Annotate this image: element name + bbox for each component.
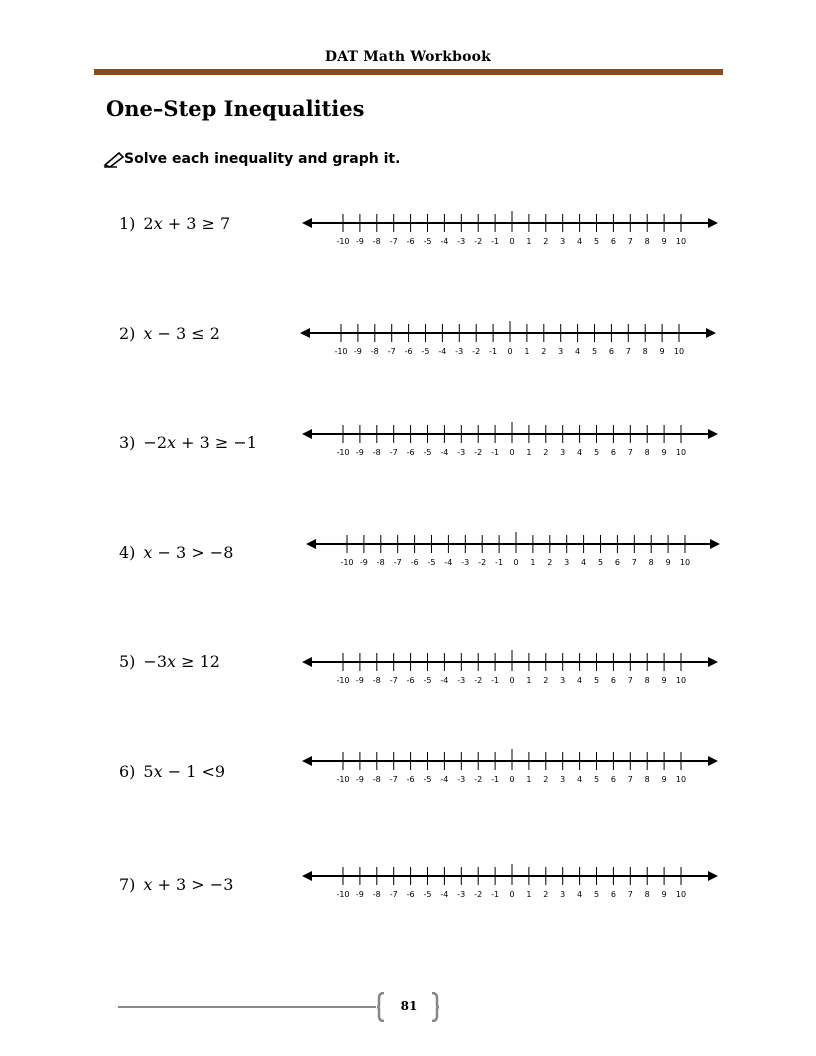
tick-label: 5 xyxy=(593,890,600,899)
tick-label: 7 xyxy=(627,775,633,784)
arrow-right-icon xyxy=(708,871,718,881)
tick-label: 5 xyxy=(591,347,598,356)
problem-number: 4) xyxy=(119,543,136,562)
tick-label: 8 xyxy=(644,448,650,457)
tick-label: 8 xyxy=(644,237,650,246)
tick-label: 4 xyxy=(577,890,583,899)
tick-label: -4 xyxy=(438,347,447,356)
tick-label: -3 xyxy=(461,558,470,567)
tick-label: 2 xyxy=(543,890,549,899)
tick-label: -5 xyxy=(427,558,436,567)
tick-label: -2 xyxy=(472,347,481,356)
tick-label: 4 xyxy=(577,237,583,246)
tick-label: -2 xyxy=(474,676,483,685)
footer-bracket-right xyxy=(430,992,440,1022)
tick-label: 1 xyxy=(530,558,536,567)
tick-label: -6 xyxy=(406,775,415,784)
arrow-left-icon xyxy=(302,871,312,881)
tick-label: -5 xyxy=(423,448,432,457)
tick-label: -4 xyxy=(440,775,449,784)
tick-label: -7 xyxy=(393,558,402,567)
tick-label: 5 xyxy=(593,676,600,685)
tick-label: 1 xyxy=(524,347,530,356)
tick-label: 7 xyxy=(627,676,633,685)
arrow-left-icon xyxy=(302,429,312,439)
tick-label: -4 xyxy=(440,448,449,457)
problem-expression: 𝑥 + 3 > −3 xyxy=(143,875,234,894)
tick-label: 7 xyxy=(627,237,633,246)
tick-label: -5 xyxy=(421,347,430,356)
tick-label: -6 xyxy=(406,890,415,899)
tick-label: -9 xyxy=(355,448,364,457)
arrow-right-icon xyxy=(706,328,716,338)
problem-expression: −2𝑥 + 3 ≥ −1 xyxy=(143,433,257,452)
tick-label: 3 xyxy=(560,237,566,246)
tick-label: -10 xyxy=(334,347,348,356)
tick-label: 2 xyxy=(547,558,553,567)
tick-label: 8 xyxy=(644,775,650,784)
tick-label: 0 xyxy=(509,237,515,246)
tick-label: 4 xyxy=(581,558,587,567)
number-line-4[interactable] xyxy=(304,529,722,571)
tick-label: 3 xyxy=(560,890,566,899)
tick-label: 9 xyxy=(661,890,667,899)
tick-label: -1 xyxy=(495,558,504,567)
tick-label: 3 xyxy=(560,448,566,457)
tick-label: 2 xyxy=(543,676,549,685)
tick-label: -5 xyxy=(423,676,432,685)
tick-label: 6 xyxy=(608,347,614,356)
section-title: One–Step Inequalities xyxy=(106,96,365,121)
problem-expression: 𝑥 − 3 > −8 xyxy=(143,543,234,562)
tick-label: -9 xyxy=(355,775,364,784)
header-rule xyxy=(94,69,723,75)
tick-label: 1 xyxy=(526,890,532,899)
tick-label: -8 xyxy=(372,775,381,784)
problem-6 xyxy=(119,762,225,781)
tick-label: -4 xyxy=(440,676,449,685)
arrow-left-icon xyxy=(306,539,316,549)
problem-expression: −3𝑥 ≥ 12 xyxy=(143,652,220,671)
problem-1 xyxy=(119,214,230,233)
tick-label: -10 xyxy=(336,676,350,685)
tick-label: -7 xyxy=(389,448,398,457)
tick-label: -1 xyxy=(491,448,500,457)
tick-label: 4 xyxy=(577,775,583,784)
tick-label: 8 xyxy=(644,890,650,899)
tick-label: -2 xyxy=(474,775,483,784)
tick-label: 8 xyxy=(642,347,648,356)
tick-label: -3 xyxy=(457,890,466,899)
footer-rule-left xyxy=(118,1006,376,1008)
tick-label: -6 xyxy=(406,676,415,685)
tick-label: 10 xyxy=(675,237,687,246)
number-line-6[interactable] xyxy=(300,746,720,788)
tick-label: 7 xyxy=(627,890,633,899)
arrow-left-icon xyxy=(300,328,310,338)
tick-label: -3 xyxy=(457,237,466,246)
tick-label: 1 xyxy=(526,775,532,784)
tick-label: 3 xyxy=(560,775,566,784)
number-line-5[interactable] xyxy=(300,647,720,689)
problem-number: 5) xyxy=(119,652,136,671)
tick-label: 0 xyxy=(509,890,515,899)
tick-label: 7 xyxy=(625,347,631,356)
tick-label: 6 xyxy=(610,448,616,457)
problem-number: 7) xyxy=(119,875,136,894)
tick-label: 3 xyxy=(564,558,570,567)
tick-label: 10 xyxy=(675,890,687,899)
problem-expression: 5𝑥 − 1 <9 xyxy=(143,762,226,781)
tick-label: 2 xyxy=(543,448,549,457)
tick-label: -5 xyxy=(423,890,432,899)
instruction-text: Solve each inequality and graph it. xyxy=(124,151,401,167)
tick-label: -7 xyxy=(389,676,398,685)
tick-label: -7 xyxy=(387,347,396,356)
tick-label: -1 xyxy=(491,890,500,899)
tick-label: 7 xyxy=(631,558,637,567)
tick-label: 5 xyxy=(593,237,600,246)
tick-label: -3 xyxy=(455,347,464,356)
tick-label: -2 xyxy=(474,890,483,899)
tick-label: 4 xyxy=(575,347,581,356)
tick-label: 3 xyxy=(558,347,564,356)
tick-label: 1 xyxy=(526,676,532,685)
problem-number: 2) xyxy=(119,324,136,343)
tick-label: -10 xyxy=(336,237,350,246)
tick-label: 4 xyxy=(577,676,583,685)
tick-label: -7 xyxy=(389,775,398,784)
problem-expression: 𝑥 − 3 ≤ 2 xyxy=(143,324,220,343)
tick-label: -6 xyxy=(404,347,413,356)
tick-label: 0 xyxy=(509,676,515,685)
number-line-1[interactable] xyxy=(300,208,720,250)
tick-label: 9 xyxy=(661,237,667,246)
tick-label: 10 xyxy=(679,558,691,567)
page-number: 81 xyxy=(400,999,418,1013)
tick-label: 6 xyxy=(610,775,616,784)
tick-label: 3 xyxy=(560,676,566,685)
tick-label: 4 xyxy=(577,448,583,457)
tick-label: -8 xyxy=(372,237,381,246)
tick-label: 9 xyxy=(661,775,667,784)
problem-3 xyxy=(119,433,257,452)
tick-label: -8 xyxy=(370,347,379,356)
tick-label: 8 xyxy=(644,676,650,685)
tick-label: 9 xyxy=(659,347,665,356)
tick-label: 6 xyxy=(610,676,616,685)
tick-label: -8 xyxy=(372,676,381,685)
tick-label: -8 xyxy=(372,448,381,457)
tick-label: 2 xyxy=(541,347,547,356)
tick-label: -1 xyxy=(491,237,500,246)
tick-label: -2 xyxy=(474,448,483,457)
tick-label: -10 xyxy=(336,448,350,457)
tick-label: -4 xyxy=(440,890,449,899)
problem-7 xyxy=(119,875,233,894)
tick-label: 10 xyxy=(675,676,687,685)
tick-label: -1 xyxy=(491,775,500,784)
number-line-7[interactable] xyxy=(300,861,720,903)
problem-number: 3) xyxy=(119,433,136,452)
tick-label: -9 xyxy=(359,558,368,567)
number-line-3[interactable] xyxy=(300,419,720,461)
number-line-2[interactable] xyxy=(298,318,718,360)
tick-label: -4 xyxy=(444,558,453,567)
tick-label: 0 xyxy=(509,775,515,784)
tick-label: 1 xyxy=(526,237,532,246)
arrow-left-icon xyxy=(302,218,312,228)
tick-label: -1 xyxy=(491,676,500,685)
tick-label: -8 xyxy=(372,890,381,899)
tick-label: -9 xyxy=(355,890,364,899)
tick-label: -2 xyxy=(478,558,487,567)
problem-4 xyxy=(119,543,233,562)
tick-label: -7 xyxy=(389,890,398,899)
tick-label: 6 xyxy=(610,890,616,899)
tick-label: 7 xyxy=(627,448,633,457)
tick-label: 9 xyxy=(665,558,671,567)
tick-label: 10 xyxy=(675,448,687,457)
tick-label: -5 xyxy=(423,237,432,246)
tick-label: 9 xyxy=(661,676,667,685)
tick-label: 0 xyxy=(509,448,515,457)
problem-expression: 2𝑥 + 3 ≥ 7 xyxy=(143,214,231,233)
problem-number: 1) xyxy=(119,214,136,233)
footer-bracket-left xyxy=(376,992,386,1022)
arrow-right-icon xyxy=(708,657,718,667)
tick-label: 2 xyxy=(543,237,549,246)
tick-label: 6 xyxy=(610,237,616,246)
arrow-right-icon xyxy=(708,429,718,439)
tick-label: -6 xyxy=(410,558,419,567)
arrow-left-icon xyxy=(302,657,312,667)
tick-label: 6 xyxy=(614,558,620,567)
tick-label: -3 xyxy=(457,448,466,457)
pencil-icon xyxy=(103,150,125,168)
problem-number: 6) xyxy=(119,762,136,781)
tick-label: -5 xyxy=(423,775,432,784)
tick-label: 2 xyxy=(543,775,549,784)
tick-label: -8 xyxy=(376,558,385,567)
problem-2 xyxy=(119,324,220,343)
tick-label: -9 xyxy=(355,676,364,685)
tick-label: -10 xyxy=(340,558,354,567)
tick-label: -10 xyxy=(336,890,350,899)
tick-label: -6 xyxy=(406,448,415,457)
tick-label: 9 xyxy=(661,448,667,457)
tick-label: -9 xyxy=(355,237,364,246)
tick-label: -3 xyxy=(457,676,466,685)
tick-label: -2 xyxy=(474,237,483,246)
tick-label: 5 xyxy=(593,775,600,784)
tick-label: -3 xyxy=(457,775,466,784)
tick-label: 1 xyxy=(526,448,532,457)
tick-label: -1 xyxy=(489,347,498,356)
tick-label: 10 xyxy=(673,347,685,356)
tick-label: -7 xyxy=(389,237,398,246)
arrow-right-icon xyxy=(708,756,718,766)
tick-label: 0 xyxy=(507,347,513,356)
arrow-left-icon xyxy=(302,756,312,766)
tick-label: -4 xyxy=(440,237,449,246)
tick-label: -6 xyxy=(406,237,415,246)
problem-5 xyxy=(119,652,220,671)
tick-label: 10 xyxy=(675,775,687,784)
tick-label: 5 xyxy=(593,448,600,457)
tick-label: -9 xyxy=(353,347,362,356)
header-title: DAT Math Workbook xyxy=(324,49,492,65)
tick-label: 8 xyxy=(648,558,654,567)
tick-label: 0 xyxy=(513,558,519,567)
arrow-right-icon xyxy=(710,539,720,549)
arrow-right-icon xyxy=(708,218,718,228)
tick-label: 5 xyxy=(597,558,604,567)
tick-label: -10 xyxy=(336,775,350,784)
